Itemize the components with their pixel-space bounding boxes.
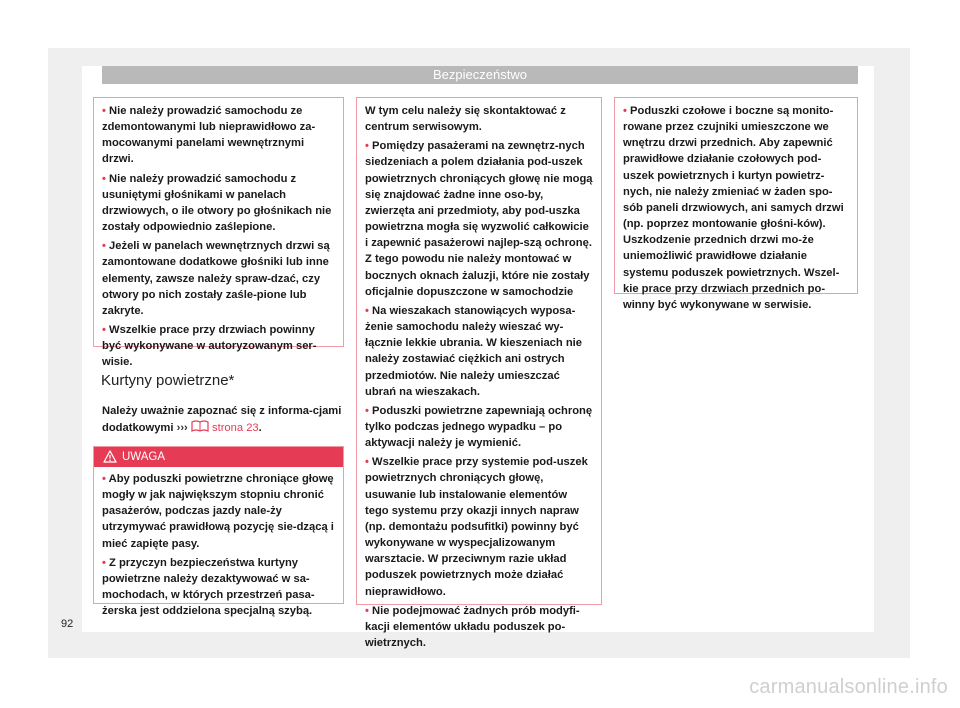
list-item: • Wszelkie prace przy drzwiach powinny być wykonywane w autoryzowanym ser-wisie. bbox=[102, 324, 317, 369]
list-item: • Z przyczyn bezpieczeństwa kurtyny powietrzne należy dezaktywować w sa-mochodach, w których przestrzeń pasa-żerska jest oddzielona specjalną szybą. bbox=[102, 556, 315, 618]
warning-continuation-box bbox=[93, 97, 344, 369]
page-reference-link[interactable]: strona 23 bbox=[212, 421, 259, 434]
box-intro: W tym celu należy się skontaktować z centrum serwisowym. bbox=[365, 105, 566, 134]
section-title: Kurtyny powietrzne* bbox=[101, 372, 235, 389]
warning-header bbox=[94, 447, 343, 467]
list-item: • Poduszki czołowe i boczne są monito-rowane przez czujniki umieszczone we wnętrzu drzwi przednich. Aby zapewnić prawidłowe działanie czołowych pod-uszek powietrznych i kurtyn powietrz-nych, nie należy zmieniać w żaden spo-sób paneli drzwiowych, ani samych drzwi (np. poprzez montowanie głośni-ków). Uszkodzenie przednich drzwi mo-że uniemożliwić prawidłowe działanie systemu poduszek powietrznych. Wszel-kie prace przy drzwiach przednich po-winny być wykonywane w serwisie. bbox=[623, 105, 844, 311]
list-item: • Nie należy prowadzić samochodu z usuniętymi głośnikami w panelach drzwiowych, o ile otwory po głośnikach nie zostały odpowiednio zaślepione. bbox=[102, 172, 332, 234]
list-item: • Nie podejmować żadnych prób modyfi-kacji elementów układu poduszek po-wietrznych. bbox=[365, 604, 580, 649]
list-item: • Pomiędzy pasażerami na zewnętrz-nych siedzeniach a polem działania pod-uszek powietrznych chroniących głowę nie mogą się znajdować żadne inne oso-by, zwierzęta ani przedmioty, aby pod-uszka powietrzna mogła się wyzwolić całkowicie i zapewnić pasażerowi najlep-szą ochronę. Z tego powodu nie należy montować w bocznych oknach żaluzji, które nie zostały oficjalnie dopuszczone w samochodzie bbox=[365, 140, 593, 298]
list-item: • Aby poduszki powietrzne chroniące głowę mogły w jak największym stopniu chronić pasażerów, podczas jazdy nale-ży utrzymywać prawidłową pozycję sie-dzącą i mieć zapięte pasy. bbox=[102, 473, 334, 550]
warning-continuation-box-2 bbox=[356, 97, 602, 649]
watermark: carmanualsonline.info bbox=[749, 676, 948, 698]
intro-paragraph: Należy uważnie zapoznać się z informa-cjami dodatkowymi ››› strona 23. bbox=[102, 403, 342, 438]
warning-label: UWAGA bbox=[122, 451, 166, 463]
list-item: • Nie należy prowadzić samochodu ze zdemontowanymi lub nieprawidłowo za-mocowanymi panelami wewnętrznymi drzwi. bbox=[102, 105, 316, 166]
list-item: • Poduszki powietrzne zapewniają ochronę tylko podczas jednego wypadku – po aktywacji należy je wymienić. bbox=[365, 404, 593, 450]
warning-triangle-icon bbox=[103, 450, 117, 470]
section-header bbox=[102, 66, 858, 84]
page-number: 92 bbox=[61, 618, 74, 630]
list-item: • Wszelkie prace przy systemie pod-uszek powietrznych chroniących głowę, usuwanie lub instalowanie elementów tego systemu przy okazji innych napraw (np. demontażu podsufitki) powinny być wykonywane w wyspecjalizowanym warsztacie. W przeciwnym razie układ poduszek powietrznych może działać nieprawidłowo. bbox=[365, 456, 588, 598]
list-item: • Na wieszakach stanowiących wyposa-żenie samochodu należy wieszać wy-łącznie lekkie ubrania. W kieszeniach nie należy zostawiać ciężkich ani ostrych przedmiotów. Nie należy umieszczać ubrań na wieszakach. bbox=[365, 304, 583, 398]
section-header-title: Bezpieczeństwo bbox=[433, 67, 527, 82]
warning-continuation-box-3 bbox=[614, 97, 858, 311]
list-item: • Jeżeli w panelach wewnętrznych drzwi są zamontowane dodatkowe głośniki lub inne elementy, zawsze należy spraw-dzać, czy otwory po nich zostały zaśle-pione lub zakryte. bbox=[102, 240, 330, 317]
book-icon bbox=[191, 420, 209, 439]
warning-box bbox=[93, 446, 344, 618]
reference-arrows: ››› bbox=[176, 421, 188, 434]
